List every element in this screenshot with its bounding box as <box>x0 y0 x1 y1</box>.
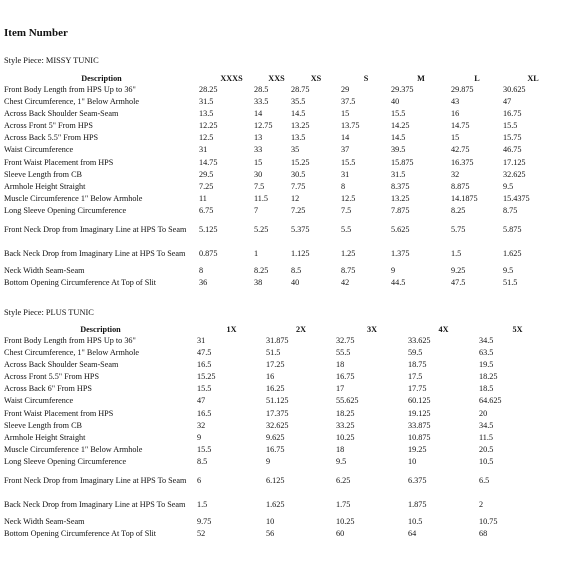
measurement-value: 9 <box>266 456 271 466</box>
measurement-value: 15.25 <box>197 372 216 382</box>
measurement-description: Across Back Shoulder Seam-Seam <box>4 360 119 370</box>
measurement-value: 34.5 <box>479 420 494 430</box>
measurement-value: 14.25 <box>391 121 410 131</box>
header-row <box>4 324 556 335</box>
measurement-value: 31.5 <box>391 169 406 179</box>
measurement-value: 63.5 <box>479 348 494 358</box>
measurement-value: 42 <box>341 278 350 288</box>
measurement-value: 33.5 <box>254 97 269 107</box>
measurement-value: 8.75 <box>503 205 518 215</box>
measurement-description: Long Sleeve Opening Circumference <box>4 456 127 466</box>
measurement-description: Long Sleeve Opening Circumference <box>4 205 127 215</box>
measurement-value: 7.75 <box>291 181 306 191</box>
measurement-value: 1.5 <box>197 499 208 509</box>
measurement-value: 64 <box>408 529 417 539</box>
measurement-value: 16.75 <box>266 444 285 454</box>
measurement-description: Muscle Circumference 1" Below Armhole <box>4 193 143 203</box>
table-row <box>4 383 556 395</box>
table-row <box>4 132 563 144</box>
measurement-value: 56 <box>266 529 275 539</box>
measurement-value: 8.5 <box>291 266 302 276</box>
measurement-description: Muscle Circumference 1" Below Armhole <box>4 444 143 454</box>
measurement-value: 12.5 <box>199 133 214 143</box>
measurement-value: 31.5 <box>199 97 214 107</box>
measurement-value: 11.5 <box>254 193 269 203</box>
column-header-description: Description <box>80 325 121 334</box>
measurement-description: Across Back Shoulder Seam-Seam <box>4 109 119 119</box>
measurement-value: 15.5 <box>197 444 212 454</box>
measurement-value: 28.75 <box>291 85 310 94</box>
measurement-value: 29.5 <box>199 169 214 179</box>
table-row <box>4 217 563 241</box>
measurement-value: 19.125 <box>408 408 431 418</box>
table-row <box>4 265 563 277</box>
column-header-size: 3X <box>366 325 377 334</box>
measurement-value: 33 <box>254 145 263 155</box>
measurement-description: Armhole Height Straight <box>4 432 86 442</box>
column-header-size: M <box>417 74 425 83</box>
measurement-value: 16 <box>266 372 275 382</box>
table-row <box>4 157 563 169</box>
table-row <box>4 241 563 265</box>
measurement-value: 6.375 <box>408 475 427 485</box>
table-row <box>4 96 563 108</box>
measurement-value: 1.375 <box>391 248 410 258</box>
table-row <box>4 205 563 217</box>
measurement-description: Across Front 5" From HPS <box>4 121 93 131</box>
measurement-value: 9.25 <box>451 266 466 276</box>
table-row <box>4 144 563 156</box>
measurement-description: Neck Width Seam-Seam <box>4 517 85 527</box>
measurement-description: Across Back 6" From HPS <box>4 384 92 394</box>
measurement-value: 46.75 <box>503 145 522 155</box>
measurement-value: 9.625 <box>266 432 285 442</box>
measurement-value: 15.5 <box>197 384 212 394</box>
measurement-value: 15 <box>254 157 263 167</box>
table-row <box>4 456 556 468</box>
measurement-value: 14.1875 <box>451 193 478 203</box>
measurement-description: Across Back 5.5" From HPS <box>4 133 99 143</box>
measurement-value: 31 <box>197 336 206 345</box>
table-row <box>4 468 556 492</box>
measurement-value: 10 <box>408 456 417 466</box>
measurement-value: 14.75 <box>451 121 470 131</box>
measurement-value: 17.375 <box>266 408 289 418</box>
measurement-value: 14 <box>341 133 350 143</box>
measurement-value: 32 <box>197 420 206 430</box>
measurement-value: 30 <box>254 169 263 179</box>
measurement-value: 6 <box>197 475 202 485</box>
measurement-value: 12.5 <box>341 193 356 203</box>
style-piece-missy-label: Style Piece: MISSY TUNIC <box>4 56 99 65</box>
table-row <box>4 408 556 420</box>
measurement-value: 5.25 <box>254 224 269 234</box>
measurement-value: 14.5 <box>291 109 306 119</box>
measurement-value: 15.875 <box>391 157 414 167</box>
measurement-value: 29.375 <box>391 85 414 94</box>
measurement-value: 37.5 <box>341 97 356 107</box>
measurement-value: 5.75 <box>451 224 466 234</box>
measurement-value: 29.875 <box>451 85 474 94</box>
measurement-value: 17.25 <box>266 360 285 370</box>
measurement-value: 31.875 <box>266 336 289 345</box>
measurement-value: 1.625 <box>266 499 285 509</box>
table-row <box>4 395 556 407</box>
measurement-description: Front Neck Drop from Imaginary Line at HPS To Seam <box>4 224 187 234</box>
table-row <box>4 528 556 540</box>
measurement-value: 13.5 <box>291 133 306 143</box>
measurement-value: 5.5 <box>341 224 352 234</box>
measurement-value: 38 <box>254 278 263 288</box>
measurement-value: 47 <box>503 97 512 107</box>
measurement-value: 7.5 <box>341 205 352 215</box>
column-header-size: XS <box>310 74 322 83</box>
measurement-value: 9.5 <box>336 456 347 466</box>
measurement-value: 15.5 <box>341 157 356 167</box>
column-header-description: Description <box>81 74 122 83</box>
measurement-value: 47.5 <box>451 278 466 288</box>
measurement-value: 10.5 <box>408 517 423 527</box>
measurement-value: 16.5 <box>197 408 212 418</box>
measurement-value: 18 <box>336 360 345 370</box>
measurement-value: 16.75 <box>503 109 522 119</box>
measurement-value: 32.75 <box>336 336 355 345</box>
measurement-value: 14 <box>254 109 263 119</box>
measurement-value: 2 <box>479 499 484 509</box>
plus-tunic-spec-table <box>4 324 556 540</box>
missy-tunic-spec-table <box>4 73 563 289</box>
measurement-value: 9.5 <box>503 266 514 276</box>
measurement-value: 11.5 <box>479 432 494 442</box>
measurement-value: 16.5 <box>197 360 212 370</box>
measurement-value: 15.5 <box>503 121 518 131</box>
measurement-value: 15.75 <box>503 133 522 143</box>
measurement-value: 5.125 <box>199 224 218 234</box>
measurement-value: 16 <box>451 109 460 119</box>
table-row <box>4 193 563 205</box>
measurement-description: Front Body Length from HPS Up to 36" <box>4 336 136 345</box>
table-row <box>4 432 556 444</box>
column-header-size: 2X <box>295 325 306 334</box>
measurement-value: 47.5 <box>197 348 212 358</box>
measurement-value: 44.5 <box>391 278 406 288</box>
measurement-value: 40 <box>291 278 300 288</box>
measurement-value: 32.625 <box>266 420 289 430</box>
measurement-value: 43 <box>451 97 460 107</box>
measurement-description: Across Front 5.5" From HPS <box>4 372 100 382</box>
measurement-value: 32.625 <box>503 169 526 179</box>
table-row <box>4 347 556 359</box>
measurement-value: 17.75 <box>408 384 427 394</box>
measurement-value: 35.5 <box>291 97 306 107</box>
measurement-value: 33.25 <box>336 420 355 430</box>
measurement-value: 59.5 <box>408 348 423 358</box>
measurement-value: 16.25 <box>266 384 285 394</box>
measurement-value: 55.625 <box>336 396 359 406</box>
measurement-description: Sleeve Length from CB <box>4 420 82 430</box>
measurement-value: 64.625 <box>479 396 502 406</box>
measurement-value: 29 <box>341 85 350 94</box>
measurement-value: 31 <box>341 169 350 179</box>
measurement-value: 19.5 <box>479 360 494 370</box>
measurement-value: 18.75 <box>408 360 427 370</box>
measurement-description: Bottom Opening Circumference At Top of Slit <box>4 529 157 539</box>
measurement-value: 11 <box>199 193 207 203</box>
table-row <box>4 335 556 347</box>
measurement-value: 5.875 <box>503 224 522 234</box>
measurement-description: Front Waist Placement from HPS <box>4 408 114 418</box>
table-row <box>4 120 563 132</box>
measurement-value: 10.75 <box>479 517 498 527</box>
measurement-description: Waist Circumference <box>4 396 74 406</box>
column-header-size: 4X <box>438 325 449 334</box>
column-header-size: XXS <box>268 74 285 83</box>
measurement-value: 1.5 <box>451 248 462 258</box>
measurement-value: 12.25 <box>199 121 218 131</box>
measurement-value: 40 <box>391 97 400 107</box>
measurement-value: 39.5 <box>391 145 406 155</box>
measurement-value: 19.25 <box>408 444 427 454</box>
measurement-value: 13.25 <box>391 193 410 203</box>
measurement-value: 28.25 <box>199 85 218 94</box>
measurement-value: 8 <box>199 266 204 276</box>
measurement-value: 51.125 <box>266 396 289 406</box>
measurement-value: 8.75 <box>341 266 356 276</box>
measurement-value: 60.125 <box>408 396 431 406</box>
measurement-description: Front Body Length from HPS Up to 36" <box>4 85 136 94</box>
measurement-value: 18.5 <box>479 384 494 394</box>
measurement-value: 42.75 <box>451 145 470 155</box>
measurement-value: 37 <box>341 145 350 155</box>
measurement-description: Armhole Height Straight <box>4 181 86 191</box>
measurement-value: 12 <box>291 193 300 203</box>
measurement-value: 10.875 <box>408 432 431 442</box>
measurement-value: 7 <box>254 205 259 215</box>
measurement-value: 13 <box>254 133 263 143</box>
measurement-description: Front Neck Drop from Imaginary Line at HPS To Seam <box>4 475 187 485</box>
table-row <box>4 108 563 120</box>
table-row <box>4 444 556 456</box>
measurement-value: 51.5 <box>503 278 518 288</box>
measurement-value: 5.625 <box>391 224 410 234</box>
measurement-value: 60 <box>336 529 345 539</box>
measurement-value: 47 <box>197 396 206 406</box>
measurement-value: 30.625 <box>503 85 526 94</box>
measurement-description: Waist Circumference <box>4 145 74 155</box>
table-row <box>4 420 556 432</box>
measurement-value: 13.5 <box>199 109 214 119</box>
measurement-value: 6.5 <box>479 475 490 485</box>
measurement-value: 1.125 <box>291 248 310 258</box>
measurement-description: Bottom Opening Circumference At Top of Slit <box>4 278 157 288</box>
measurement-value: 17 <box>336 384 345 394</box>
measurement-value: 8.25 <box>254 266 269 276</box>
table-row <box>4 181 563 193</box>
measurement-value: 9.75 <box>197 517 212 527</box>
table-row <box>4 371 556 383</box>
measurement-value: 15 <box>341 109 350 119</box>
measurement-value: 15.4375 <box>503 193 530 203</box>
measurement-value: 17.5 <box>408 372 423 382</box>
measurement-value: 6.125 <box>266 475 285 485</box>
measurement-value: 15.5 <box>391 109 406 119</box>
measurement-description: Chest Circumference, 1" Below Armhole <box>4 97 139 107</box>
measurement-value: 7.25 <box>291 205 306 215</box>
measurement-value: 7.5 <box>254 181 265 191</box>
measurement-value: 10 <box>266 517 275 527</box>
measurement-value: 13.25 <box>291 121 310 131</box>
measurement-value: 30.5 <box>291 169 306 179</box>
column-header-size: XL <box>527 74 539 83</box>
measurement-value: 15.25 <box>291 157 310 167</box>
measurement-value: 33.875 <box>408 420 431 430</box>
measurement-description: Chest Circumference, 1" Below Armhole <box>4 348 139 358</box>
column-header-size: S <box>363 74 369 83</box>
measurement-value: 9 <box>391 266 396 276</box>
measurement-value: 16.375 <box>451 157 474 167</box>
measurement-value: 34.5 <box>479 336 494 345</box>
item-number-heading: Item Number <box>4 27 68 39</box>
measurement-value: 7.25 <box>199 181 214 191</box>
measurement-value: 51.5 <box>266 348 281 358</box>
measurement-value: 28.5 <box>254 85 269 94</box>
measurement-value: 16.75 <box>336 372 355 382</box>
measurement-value: 8 <box>341 181 346 191</box>
measurement-description: Sleeve Length from CB <box>4 169 82 179</box>
measurement-value: 33.625 <box>408 336 431 345</box>
column-header-size: XXXS <box>220 74 243 83</box>
measurement-value: 1.25 <box>341 248 356 258</box>
measurement-value: 17.125 <box>503 157 526 167</box>
measurement-value: 18 <box>336 444 345 454</box>
table-row <box>4 169 563 181</box>
table-row <box>4 277 563 289</box>
measurement-value: 8.375 <box>391 181 410 191</box>
measurement-value: 6.25 <box>336 475 351 485</box>
measurement-value: 55.5 <box>336 348 351 358</box>
measurement-value: 5.375 <box>291 224 310 234</box>
measurement-value: 1.625 <box>503 248 522 258</box>
column-header-size: 5X <box>512 325 523 334</box>
measurement-value: 1.875 <box>408 499 427 509</box>
measurement-value: 6.75 <box>199 205 214 215</box>
measurement-value: 10.25 <box>336 517 355 527</box>
measurement-value: 18.25 <box>479 372 498 382</box>
measurement-value: 32 <box>451 169 460 179</box>
measurement-value: 12.75 <box>254 121 273 131</box>
table-row <box>4 492 556 516</box>
measurement-description: Back Neck Drop from Imaginary Line at HPS To Seam <box>4 248 186 258</box>
measurement-value: 7.875 <box>391 205 410 215</box>
table-row <box>4 84 563 96</box>
measurement-value: 8.25 <box>451 205 466 215</box>
measurement-value: 52 <box>197 529 206 539</box>
measurement-value: 13.75 <box>341 121 360 131</box>
measurement-value: 20 <box>479 408 488 418</box>
column-header-size: 1X <box>226 325 237 334</box>
measurement-value: 68 <box>479 529 488 539</box>
measurement-value: 18.25 <box>336 408 355 418</box>
measurement-value: 36 <box>199 278 208 288</box>
measurement-value: 9 <box>197 432 202 442</box>
measurement-value: 10.25 <box>336 432 355 442</box>
measurement-value: 1.75 <box>336 499 351 509</box>
measurement-value: 35 <box>291 145 300 155</box>
measurement-value: 31 <box>199 145 208 155</box>
measurement-description: Back Neck Drop from Imaginary Line at HPS To Seam <box>4 499 186 509</box>
measurement-value: 8.5 <box>197 456 208 466</box>
measurement-value: 14.5 <box>391 133 406 143</box>
measurement-description: Neck Width Seam-Seam <box>4 266 85 276</box>
measurement-value: 14.75 <box>199 157 218 167</box>
header-row <box>4 73 563 84</box>
measurement-value: 1 <box>254 248 259 258</box>
measurement-value: 15 <box>451 133 460 143</box>
measurement-value: 10.5 <box>479 456 494 466</box>
measurement-value: 8.875 <box>451 181 470 191</box>
column-header-size: L <box>474 74 480 83</box>
measurement-value: 0.875 <box>199 248 218 258</box>
measurement-value: 20.5 <box>479 444 494 454</box>
table-row <box>4 359 556 371</box>
measurement-description: Front Waist Placement from HPS <box>4 157 114 167</box>
measurement-value: 9.5 <box>503 181 514 191</box>
style-piece-plus-label: Style Piece: PLUS TUNIC <box>4 308 94 317</box>
table-row <box>4 516 556 528</box>
